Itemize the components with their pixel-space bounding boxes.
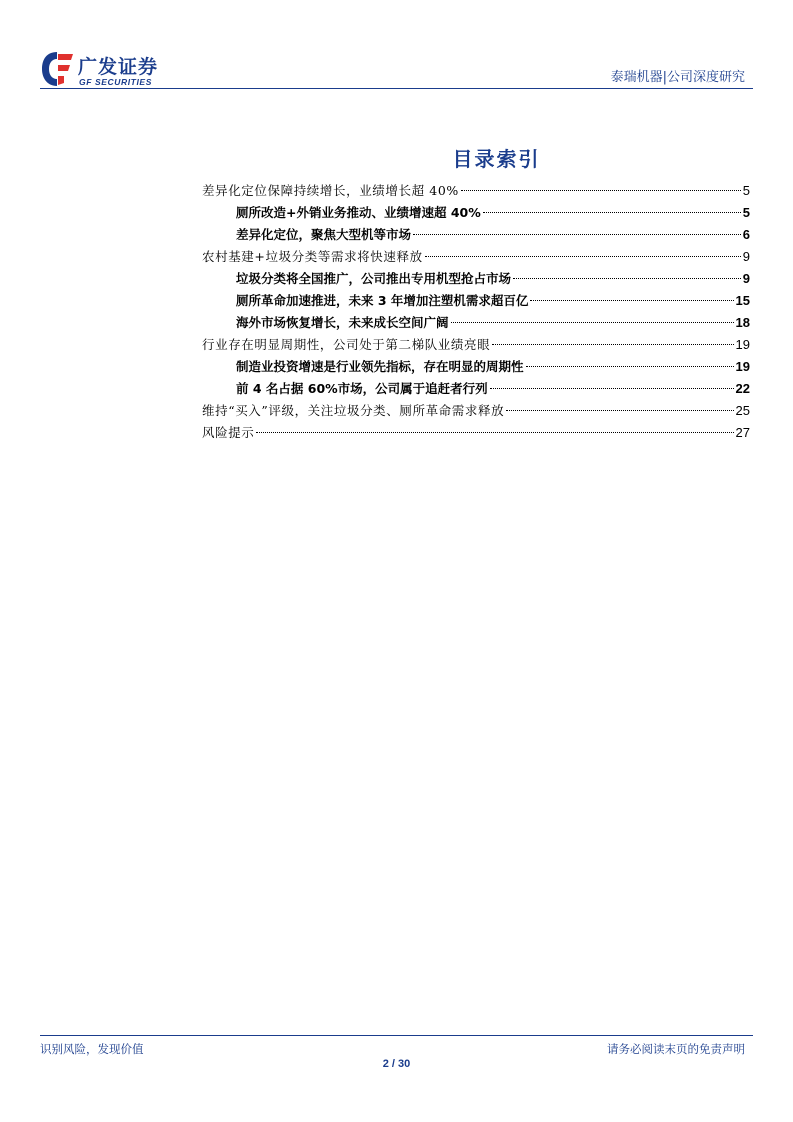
toc-entry-page: 6 [742, 227, 750, 242]
toc-entry-subsection[interactable] [202, 224, 750, 246]
toc-entry-section[interactable] [202, 246, 750, 268]
toc-entry-text: 维持“买入”评级，关注垃圾分类、厕所革命需求释放 [202, 403, 505, 418]
toc-entry-subsection[interactable] [202, 312, 750, 334]
toc-entry-text: 前 4 名占据 60%市场，公司属于追赶者行列 [236, 381, 488, 396]
footer-divider [40, 1035, 753, 1036]
toc-entry-page: 15 [735, 293, 750, 308]
toc-leader-dots [413, 234, 741, 235]
toc-leader-dots [506, 410, 733, 411]
toc-leader-dots [425, 256, 741, 257]
toc-entry-text: 行业存在明显周期性，公司处于第二梯队业绩亮眼 [202, 337, 491, 352]
toc-entry-page: 9 [742, 271, 750, 286]
table-of-contents [202, 180, 750, 444]
toc-leader-dots [513, 278, 741, 279]
toc-leader-dots [526, 366, 734, 367]
toc-entry-page: 5 [742, 183, 750, 198]
toc-leader-dots [483, 212, 741, 213]
toc-entry-page: 18 [735, 315, 750, 330]
toc-entry-text: 差异化定位保障持续增长，业绩增长超 40% [202, 183, 459, 198]
footer-slogan: 识别风险，发现价值 [40, 1042, 144, 1056]
company-logo [40, 50, 180, 92]
toc-title: 目录索引 [452, 147, 541, 171]
footer-disclaimer: 请务必阅读末页的免责声明 [607, 1042, 745, 1056]
toc-entry-section[interactable] [202, 422, 750, 444]
report-tag: 泰瑞机器|公司深度研究 [610, 70, 745, 85]
toc-leader-dots [451, 322, 734, 323]
toc-entry-page: 25 [735, 403, 750, 418]
toc-entry-subsection[interactable] [202, 268, 750, 290]
toc-leader-dots [492, 344, 733, 345]
logo-chinese-name: 广发证券 [78, 56, 159, 78]
toc-entry-text: 厕所改造+外销业务推动、业绩增速超 40% [236, 205, 481, 220]
toc-entry-section[interactable] [202, 180, 750, 202]
page-number: 2 / 30 [382, 1058, 411, 1070]
toc-entry-text: 农村基建+垃圾分类等需求将快速释放 [202, 249, 423, 264]
toc-leader-dots [461, 190, 741, 191]
toc-entry-text: 厕所革命加速推进，未来 3 年增加注塑机需求超百亿 [236, 293, 529, 308]
toc-entry-page: 9 [742, 249, 750, 264]
toc-entry-subsection[interactable] [202, 378, 750, 400]
toc-entry-page: 19 [735, 337, 750, 352]
toc-entry-text: 垃圾分类将全国推广，公司推出专用机型抢占市场 [236, 271, 512, 286]
toc-leader-dots [490, 388, 734, 389]
gf-logo-mark-icon [40, 50, 74, 88]
toc-entry-text: 差异化定位，聚焦大型机等市场 [236, 227, 412, 242]
toc-entry-subsection[interactable] [202, 356, 750, 378]
toc-leader-dots [530, 300, 733, 301]
toc-entry-page: 5 [742, 205, 750, 220]
toc-entry-subsection[interactable] [202, 290, 750, 312]
toc-entry-page: 22 [735, 381, 750, 396]
toc-entry-section[interactable] [202, 400, 750, 422]
toc-leader-dots [256, 432, 733, 433]
header-divider [40, 88, 753, 89]
toc-entry-section[interactable] [202, 334, 750, 356]
toc-entry-text: 风险提示 [202, 425, 255, 440]
toc-entry-text: 海外市场恢复增长，未来成长空间广阔 [236, 315, 449, 330]
logo-english-name: GF SECURITIES [79, 77, 152, 87]
toc-entry-page: 19 [735, 359, 750, 374]
toc-entry-page: 27 [735, 425, 750, 440]
toc-entry-text: 制造业投资增速是行业领先指标，存在明显的周期性 [236, 359, 524, 374]
toc-entry-subsection[interactable] [202, 202, 750, 224]
